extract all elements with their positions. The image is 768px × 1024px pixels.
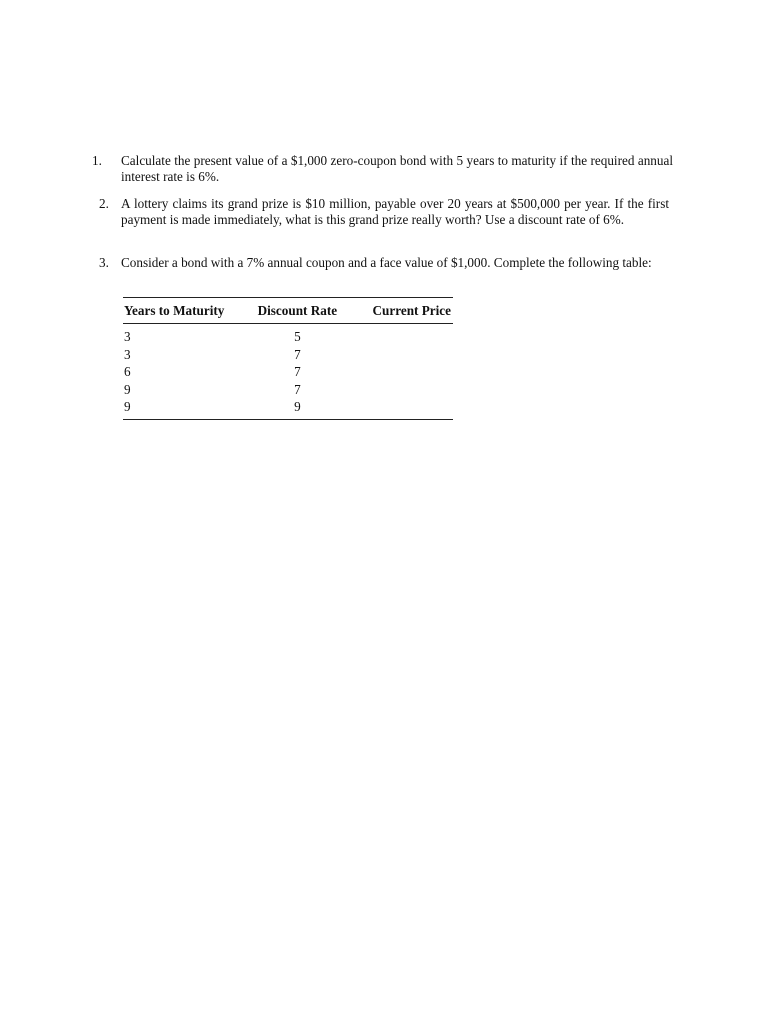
header-discount-rate: Discount Rate (241, 298, 354, 324)
question-number: 1. (92, 153, 102, 168)
cell-rate: 7 (294, 381, 301, 397)
header-current-price: Current Price (354, 298, 453, 324)
cell-price (354, 363, 453, 381)
table-row (123, 363, 453, 381)
cell-years: 6 (124, 364, 131, 380)
cell-price (354, 346, 453, 364)
table-row (123, 324, 453, 346)
question-text: Consider a bond with a 7% annual coupon and a face value of $1,000. Complete the following table: (121, 255, 652, 270)
question-number: 3. (99, 255, 109, 270)
cell-rate: 7 (294, 364, 301, 380)
cell-rate: 5 (294, 329, 301, 344)
cell-price (354, 398, 453, 419)
question-text: Calculate the present value of a $1,000 zero-coupon bond with 5 years to maturity if the required annual interest rate is 6%. (121, 153, 673, 184)
table-row (123, 381, 453, 399)
bond-price-table (123, 297, 453, 420)
table-row (123, 346, 453, 364)
header-years-to-maturity: Years to Maturity (123, 298, 241, 324)
cell-years: 3 (124, 346, 131, 362)
cell-years: 9 (124, 381, 131, 397)
cell-years: 3 (124, 329, 131, 344)
question-number: 2. (99, 196, 109, 211)
cell-years: 9 (124, 399, 131, 415)
table-header-row (123, 298, 453, 324)
cell-rate: 7 (294, 346, 301, 362)
cell-price (354, 324, 453, 346)
question-text: A lottery claims its grand prize is $10 million, payable over 20 years at $500,000 per year. If the first payment is made immediately, what is this grand prize really worth? Use a discount rate of 6%. (121, 196, 669, 227)
cell-price (354, 381, 453, 399)
cell-rate: 9 (294, 399, 301, 415)
table-row (123, 398, 453, 419)
